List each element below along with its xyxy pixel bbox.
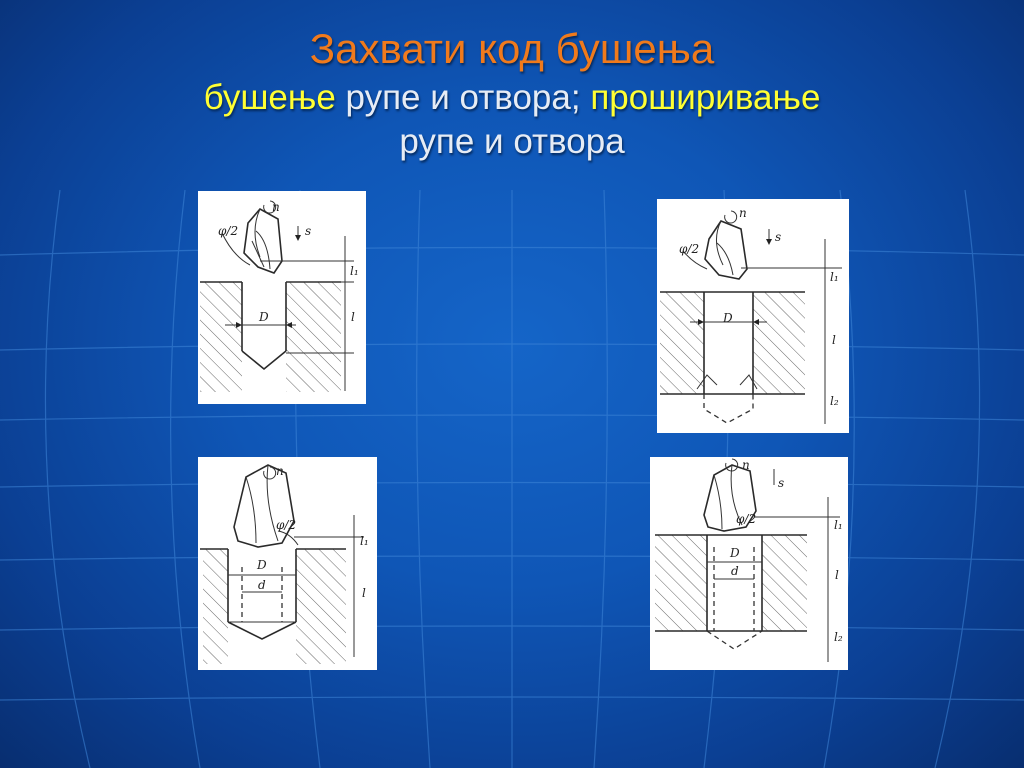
subtitle-text-1: рупе и отвора; [335, 78, 591, 117]
subtitle-enlarging: проширивање [590, 78, 821, 117]
label-phi-1: φ/2 [218, 224, 239, 238]
label-l-3: l [362, 586, 366, 600]
label-n-3: n [276, 464, 284, 478]
label-phi-2: φ/2 [679, 242, 700, 256]
label-d-4: d [731, 564, 739, 578]
label-phi-4: φ/2 [736, 512, 757, 526]
label-s-4: s [778, 476, 785, 490]
label-n-1: n [272, 200, 280, 214]
label-s-2: s [775, 230, 782, 244]
label-l2-4: l₂ [834, 630, 843, 644]
title-block [0, 22, 1024, 164]
label-D-3: D [257, 558, 267, 572]
label-l1-4: l₁ [834, 518, 843, 532]
label-l-2: l [832, 333, 836, 347]
label-n-2: n [739, 206, 747, 220]
label-l1-1: l₁ [350, 264, 359, 278]
label-n-4: n [742, 458, 750, 472]
label-l2-2: l₂ [830, 394, 839, 408]
label-l-4: l [835, 568, 839, 582]
label-l-1: l [351, 310, 355, 324]
label-D-4: D [730, 546, 740, 560]
figure-enlarging-blind-hole [198, 457, 377, 670]
label-D-2: D [723, 311, 733, 325]
figure-enlarging-through-hole [650, 457, 848, 670]
label-D-1: D [259, 310, 269, 324]
slide-subtitle [0, 76, 1024, 164]
label-phi-3: φ/2 [276, 518, 297, 532]
figure-drilling-through-hole [657, 199, 849, 433]
figure-drilling-blind-hole [198, 191, 366, 404]
label-l1-3: l₁ [360, 534, 369, 548]
subtitle-text-2: рупе и отвора [399, 122, 625, 161]
slide-title: Захвати код бушења [309, 25, 715, 72]
subtitle-drilling: бушење [203, 78, 336, 117]
label-l1-2: l₁ [830, 270, 839, 284]
label-d-3: d [258, 578, 266, 592]
label-s-1: s [305, 224, 312, 238]
